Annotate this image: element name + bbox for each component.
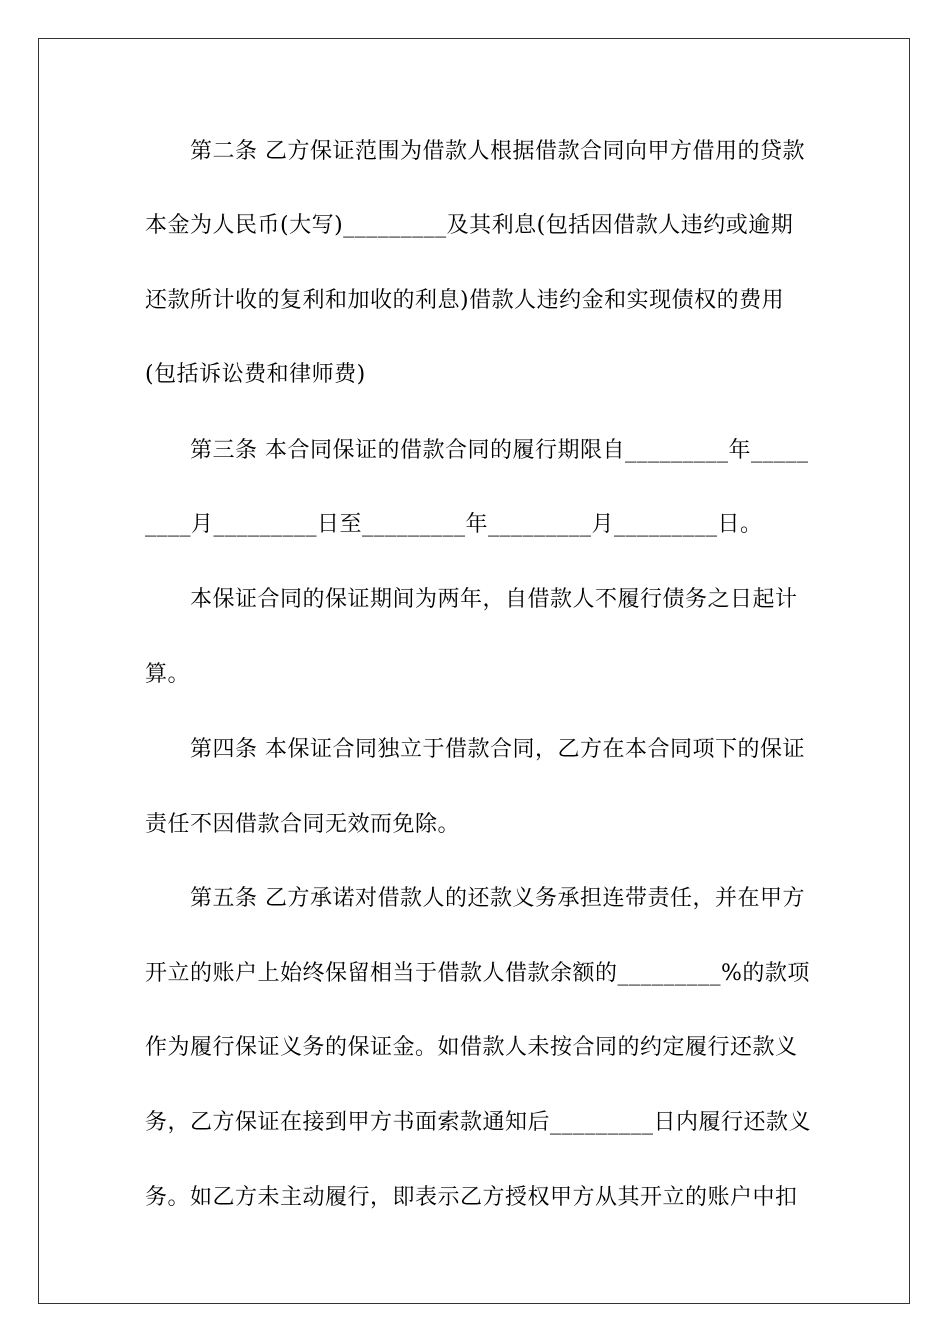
article-2-line-3: 还款所计收的复利和加收的利息)借款人违约金和实现债权的费用 [145,288,785,313]
article-3-line-2: ____月_________日至_________年_________月_________日。 [145,512,763,537]
article-5-line-5: 务。如乙方未主动履行，即表示乙方授权甲方从其开立的账户中扣 [145,1185,798,1210]
guarantee-period-line-2: 算。 [145,662,191,687]
article-5-line-2: 开立的账户上始终保留相当于借款人借款余额的_________%的款项 [145,961,810,986]
guarantee-period-line-1: 本保证合同的保证期间为两年，自借款人不履行债务之日起计 [190,587,798,612]
article-4-line-2: 责任不因借款合同无效而免除。 [145,812,461,837]
article-2-line-4: (包括诉讼费和律师费) [145,362,366,387]
article-5-line-1: 第五条 乙方承诺对借款人的还款义务承担连带责任，并在甲方 [190,886,805,911]
article-2-line-2: 本金为人民币(大写)_________及其利息(包括因借款人违约或逾期 [145,213,794,238]
article-4-line-1: 第四条 本保证合同独立于借款合同，乙方在本合同项下的保证 [190,737,805,762]
article-3-line-1: 第三条 本合同保证的借款合同的履行期限自_________年_____ [190,438,809,463]
article-5-line-4: 务，乙方保证在接到甲方书面索款通知后_________日内履行还款义 [145,1110,812,1135]
article-5-line-3: 作为履行保证义务的保证金。如借款人未按合同的约定履行还款义 [145,1035,798,1060]
article-2-line-1: 第二条 乙方保证范围为借款人根据借款合同向甲方借用的贷款 [190,139,805,164]
